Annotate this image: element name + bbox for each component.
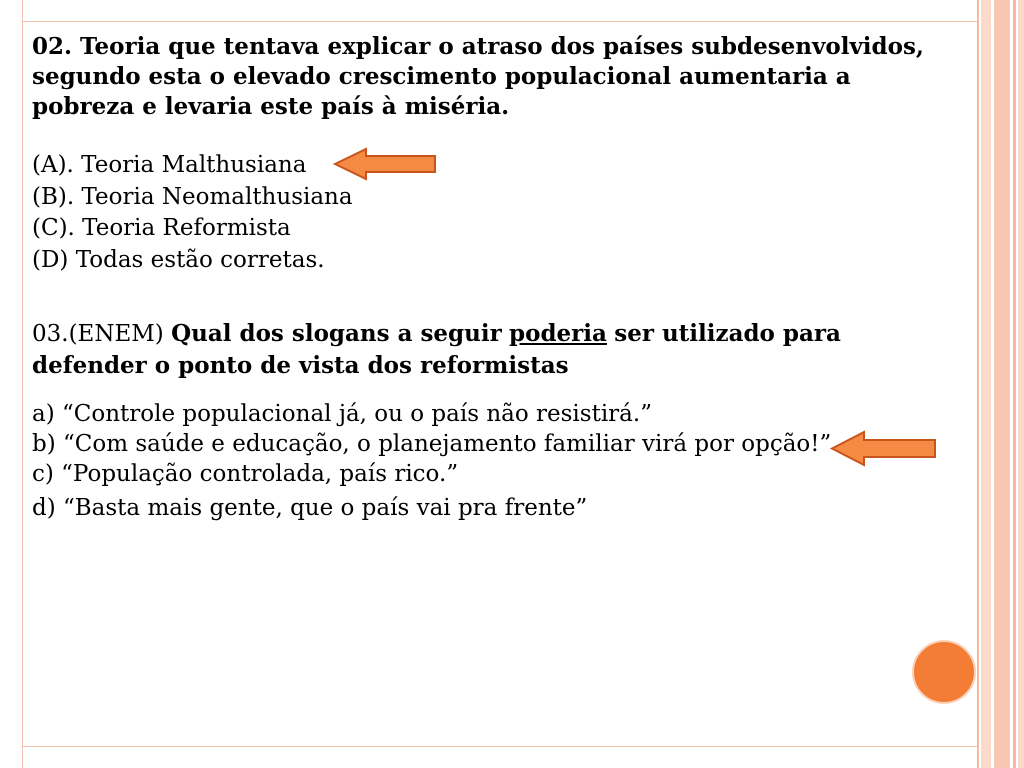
answer-marker-question-02 — [333, 147, 438, 185]
question-02-stem-line: pobreza e levaria este país à miséria. — [32, 93, 510, 120]
left-border-line — [22, 0, 23, 768]
answer-marker-question-03 — [830, 430, 937, 471]
right-stripe — [1013, 0, 1016, 768]
question-03-option-a: a) “Controle populacional já, ou o país não resistirá.” — [32, 401, 652, 427]
arrow-left-icon — [830, 430, 937, 467]
decorative-circle — [912, 640, 976, 704]
right-stripe — [977, 0, 979, 768]
question-03-option-c: c) “População controlada, país rico.” — [32, 461, 459, 487]
question-02-option-b: (B). Teoria Neomalthusiana — [32, 184, 353, 210]
right-stripe — [994, 0, 1010, 768]
question-03-stem-start: Qual dos slogans a seguir — [171, 320, 502, 347]
question-03-stem-line — [32, 319, 841, 349]
question-03-emphasis: poderia — [509, 320, 607, 347]
question-02-option-a: (A). Teoria Malthusiana — [32, 152, 307, 178]
question-03-option-b: b) “Com saúde e educação, o planejamento familiar virá por opção!” — [32, 431, 832, 457]
question-03-stem-end: ser utilizado para — [614, 320, 841, 347]
question-02-stem-line: 02. Teoria que tentava explicar o atraso dos países subdesenvolvidos, — [32, 33, 924, 60]
question-02-stem-line: segundo esta o elevado crescimento populacional aumentaria a — [32, 63, 851, 90]
question-03-option-d: d) “Basta mais gente, que o país vai pra frente” — [32, 495, 588, 521]
right-stripe — [981, 0, 991, 768]
question-02-option-d: (D) Todas estão corretas. — [32, 247, 325, 273]
right-stripe — [1018, 0, 1024, 768]
top-border-line — [22, 21, 977, 22]
question-03-prefix: 03.(ENEM) — [32, 321, 164, 347]
arrow-left-icon — [333, 147, 438, 181]
bottom-border-line — [22, 746, 977, 747]
question-02-option-c: (C). Teoria Reformista — [32, 215, 291, 241]
question-03-stem-line: defender o ponto de vista dos reformistas — [32, 352, 569, 379]
